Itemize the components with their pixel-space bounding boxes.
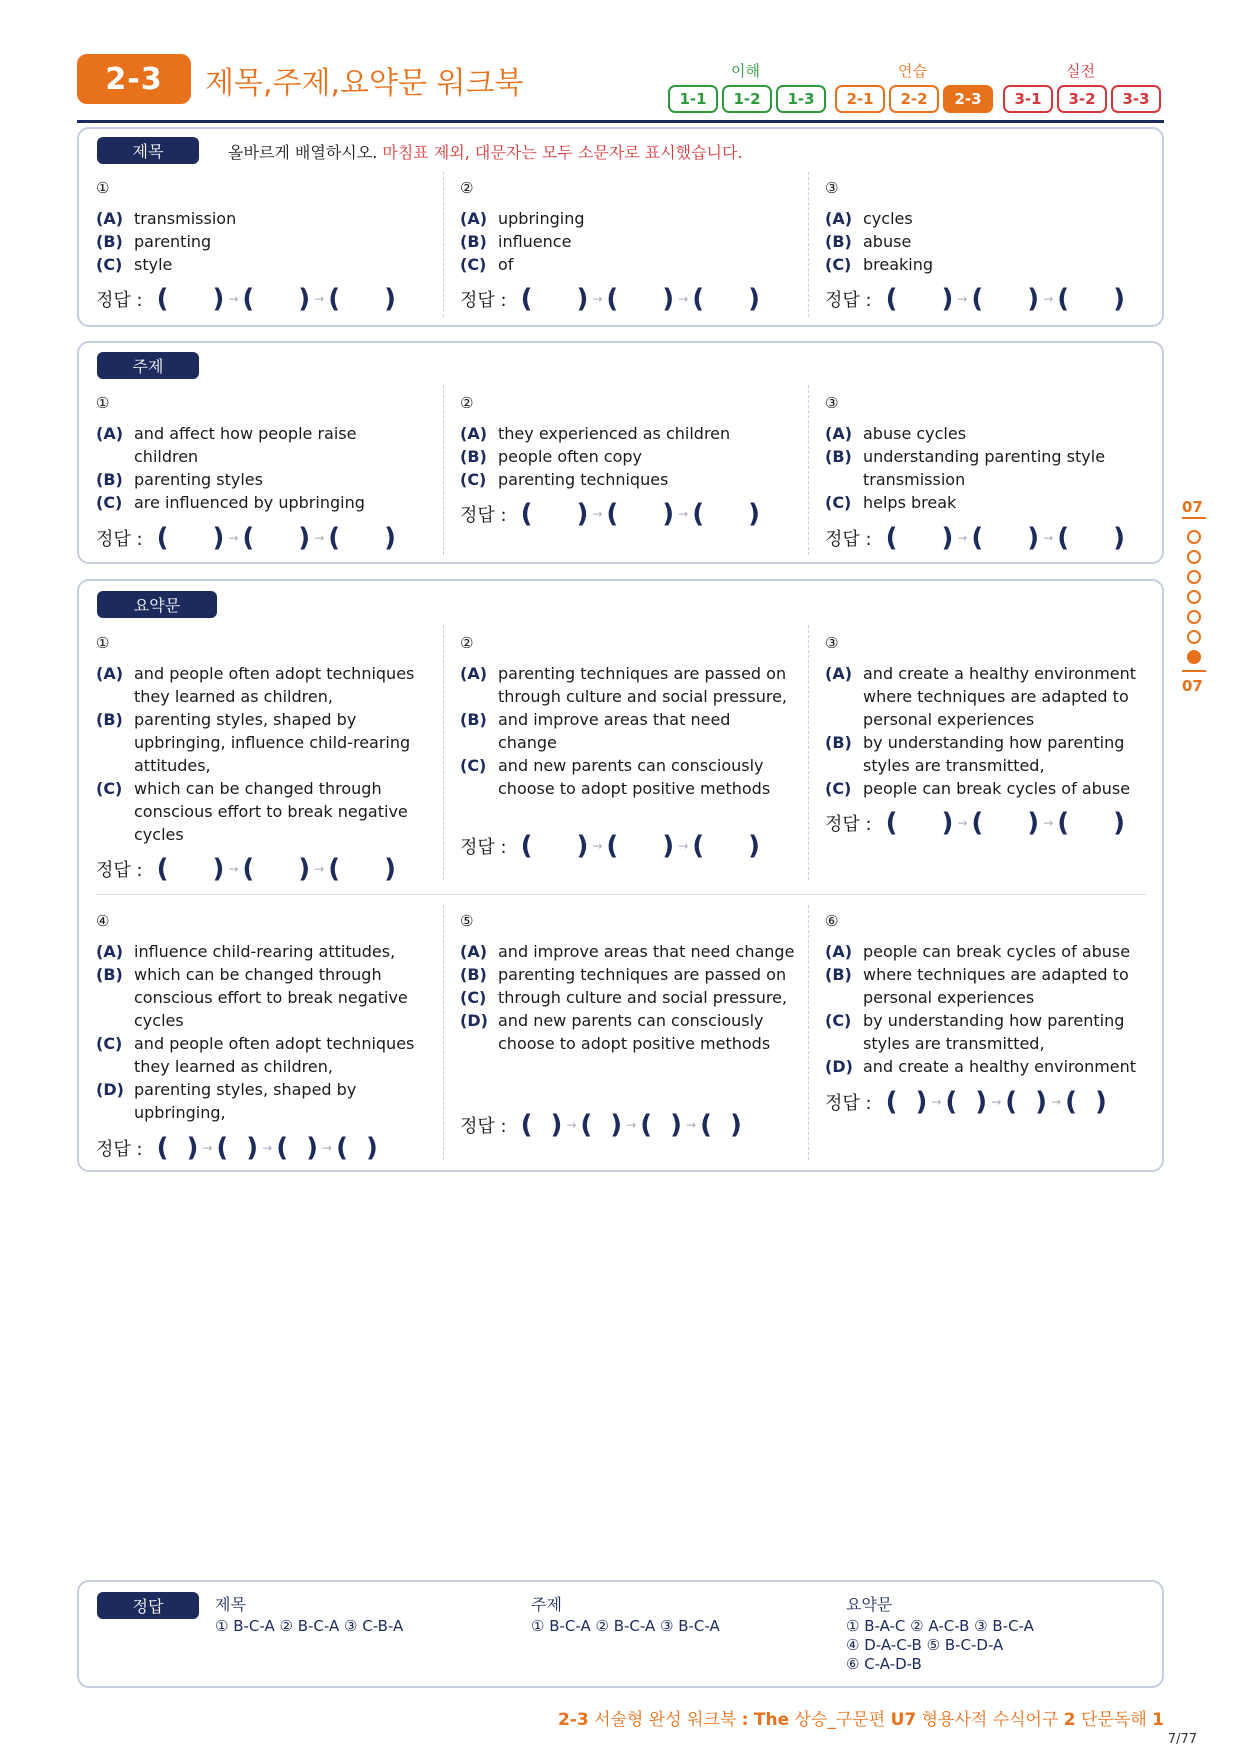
nav-button-1-2[interactable]: 1-2 (722, 85, 772, 113)
open-paren-icon: ( (971, 808, 984, 838)
open-paren-icon: ( (1065, 1087, 1077, 1117)
open-paren-icon: ( (606, 499, 619, 529)
option-key: (C) (460, 988, 487, 1007)
open-paren-icon: ( (640, 1110, 653, 1140)
answer-row[interactable] (825, 525, 1125, 551)
arrow-icon: → (1043, 292, 1054, 306)
nav-button-3-2[interactable]: 3-2 (1057, 85, 1107, 113)
answer-row[interactable] (96, 286, 396, 312)
column-divider (808, 172, 809, 317)
instruction (228, 140, 743, 163)
close-paren-icon: ) (550, 1110, 563, 1140)
open-paren-icon: ( (520, 284, 533, 314)
close-paren-icon: ) (1113, 523, 1126, 553)
open-paren-icon: ( (580, 1110, 593, 1140)
nav-button-2-1[interactable]: 2-1 (835, 85, 885, 113)
footer-brand: The (753, 1710, 790, 1730)
nav-button-1-3[interactable]: 1-3 (776, 85, 826, 113)
option-key: (B) (460, 710, 487, 729)
option-text: and improve areas that need change (498, 710, 731, 752)
option-key: (A) (96, 942, 124, 961)
close-paren-icon: ) (576, 831, 589, 861)
title-item-3 (825, 179, 1165, 276)
answer-row[interactable] (825, 286, 1125, 312)
option-text: parenting techniques (498, 470, 669, 489)
group-label-real: 실전 (1066, 62, 1095, 80)
arrow-icon: → (592, 292, 603, 306)
page-title: 제목,주제,요약문 워크북 (205, 66, 524, 101)
arrow-icon: → (686, 1118, 697, 1132)
open-paren-icon: ( (216, 1133, 229, 1163)
footer-text: 단문독해 (1081, 1710, 1147, 1730)
open-paren-icon: ( (700, 1110, 712, 1140)
option-text: by understanding how parenting styles are transmitted, (863, 1011, 1125, 1053)
option-key: (B) (825, 447, 852, 466)
close-paren-icon: ) (1027, 808, 1040, 838)
arrow-icon: → (228, 531, 239, 545)
option-key: (A) (825, 942, 853, 961)
summary-item-4 (96, 912, 426, 1124)
arrow-icon: → (228, 292, 239, 306)
item-number: ③ (825, 634, 839, 652)
option-text: which can be changed through conscious effort to break negative cycles (134, 965, 408, 1030)
open-paren-icon: ( (328, 854, 341, 884)
item-number: ① (96, 394, 110, 412)
answer-key-summary-line2: ④ D-A-C-B ⑤ B-C-D-A (846, 1636, 1004, 1654)
arrow-icon: → (592, 507, 603, 521)
close-paren-icon: ) (212, 523, 225, 553)
open-paren-icon: ( (242, 854, 255, 884)
group-label-understand: 이해 (731, 62, 760, 80)
option-key: (A) (460, 424, 488, 443)
option-text: and people often adopt techniques they learned as children, (134, 1034, 415, 1076)
answer-row[interactable] (825, 1089, 1107, 1115)
item-number: ② (460, 634, 474, 652)
option-text: influence (498, 232, 572, 251)
option-text: and create a healthy environment (863, 1057, 1137, 1076)
nav-button-3-3[interactable]: 3-3 (1111, 85, 1161, 113)
open-paren-icon: ( (1057, 523, 1070, 553)
open-paren-icon: ( (336, 1133, 348, 1163)
summary-item-3 (825, 634, 1155, 800)
open-paren-icon: ( (1057, 284, 1070, 314)
option-key: (A) (825, 424, 853, 443)
instruction-main: 올바르게 배열하시오. (228, 143, 378, 162)
option-text: of (498, 255, 514, 274)
open-paren-icon: ( (242, 523, 255, 553)
side-dot[interactable] (1187, 570, 1201, 584)
arrow-icon: → (202, 1141, 213, 1155)
answer-label: 정답 : (460, 1116, 507, 1137)
arrow-icon: → (678, 507, 689, 521)
option-text: are influenced by upbringing (134, 493, 365, 512)
side-dot[interactable] (1187, 590, 1201, 604)
option-text: and new parents can consciously choose to adopt positive methods (498, 1011, 771, 1053)
option-key: (B) (96, 710, 123, 729)
summary-tag: 요약문 (97, 591, 217, 618)
close-paren-icon: ) (670, 1110, 683, 1140)
answer-row[interactable] (96, 856, 396, 882)
item-number: ⑥ (825, 912, 839, 930)
answer-label: 정답 : (825, 290, 872, 311)
item-number: ⑤ (460, 912, 474, 930)
option-key: (C) (825, 493, 852, 512)
answer-row[interactable] (460, 1112, 742, 1138)
arrow-icon: → (322, 1141, 333, 1155)
close-paren-icon: ) (662, 831, 675, 861)
close-paren-icon: ) (610, 1110, 623, 1140)
answer-row[interactable] (96, 525, 396, 551)
footer (558, 1705, 1164, 1730)
close-paren-icon: ) (186, 1133, 199, 1163)
summary-item-6 (825, 912, 1155, 1078)
close-paren-icon: ) (975, 1087, 988, 1117)
close-paren-icon: ) (306, 1133, 319, 1163)
answer-label: 정답 : (460, 290, 507, 311)
header-divider (77, 120, 1164, 123)
option-text: understanding parenting style transmission (863, 447, 1106, 489)
option-key: (D) (825, 1057, 853, 1076)
summary-item-1 (96, 634, 426, 846)
answer-row[interactable] (460, 833, 760, 859)
answer-key-topic-line: ① B-C-A ② B-C-A ③ B-C-A (531, 1617, 720, 1635)
column-divider (443, 172, 444, 317)
open-paren-icon: ( (156, 284, 169, 314)
arrow-icon: → (957, 816, 968, 830)
nav-button-2-2[interactable]: 2-2 (889, 85, 939, 113)
option-text: and create a healthy environment where techniques are adapted to personal experiences (863, 664, 1137, 729)
answer-label: 정답 : (460, 837, 507, 858)
arrow-icon: → (566, 1118, 577, 1132)
open-paren-icon: ( (276, 1133, 289, 1163)
summary-item-2 (460, 634, 790, 800)
close-paren-icon: ) (576, 284, 589, 314)
open-paren-icon: ( (606, 284, 619, 314)
option-text: by understanding how parenting styles are transmitted, (863, 733, 1125, 775)
column-divider (443, 625, 444, 880)
open-paren-icon: ( (945, 1087, 958, 1117)
open-paren-icon: ( (692, 831, 705, 861)
close-paren-icon: ) (729, 1110, 742, 1140)
answer-key-topic-head: 주제 (531, 1595, 562, 1614)
option-text: breaking (863, 255, 934, 274)
close-paren-icon: ) (941, 284, 954, 314)
footer-unit: U7 (890, 1710, 917, 1730)
option-text: abuse (863, 232, 912, 251)
option-text: transmission (134, 209, 237, 228)
close-paren-icon: ) (662, 284, 675, 314)
close-paren-icon: ) (298, 523, 311, 553)
close-paren-icon: ) (1027, 523, 1040, 553)
answer-label: 정답 : (825, 529, 872, 550)
summary-item-5 (460, 912, 800, 1055)
open-paren-icon: ( (971, 523, 984, 553)
close-paren-icon: ) (298, 854, 311, 884)
item-number: ③ (825, 179, 839, 197)
nav-button-1-1[interactable]: 1-1 (668, 85, 718, 113)
arrow-icon: → (678, 292, 689, 306)
option-key: (B) (460, 447, 487, 466)
arrow-icon: → (228, 862, 239, 876)
column-divider (443, 905, 444, 1160)
close-paren-icon: ) (246, 1133, 259, 1163)
option-key: (B) (96, 470, 123, 489)
option-key: (A) (96, 664, 124, 683)
footer-number: 1 (1152, 1710, 1164, 1730)
option-text: parenting (134, 232, 212, 251)
close-paren-icon: ) (212, 284, 225, 314)
open-paren-icon: ( (885, 1087, 898, 1117)
arrow-icon: → (931, 1095, 942, 1109)
option-text: people often copy (498, 447, 643, 466)
option-text: through culture and social pressure, (498, 988, 787, 1007)
close-paren-icon: ) (941, 808, 954, 838)
close-paren-icon: ) (915, 1087, 928, 1117)
open-paren-icon: ( (156, 1133, 169, 1163)
open-paren-icon: ( (885, 523, 898, 553)
option-text: parenting styles (134, 470, 263, 489)
arrow-icon: → (1043, 816, 1054, 830)
arrow-icon: → (314, 862, 325, 876)
option-text: which can be changed through conscious effort to break negative cycles (134, 779, 408, 844)
option-text: parenting techniques are passed on through culture and social pressure, (498, 664, 787, 706)
side-dot[interactable] (1187, 550, 1201, 564)
option-key: (A) (96, 424, 124, 443)
arrow-icon: → (626, 1118, 637, 1132)
footer-text: 형용사적 수식어구 (921, 1710, 1059, 1730)
option-key: (A) (460, 942, 488, 961)
row-divider (96, 894, 1146, 895)
topic-tag: 주제 (97, 352, 199, 379)
option-text: parenting styles, shaped by upbringing, influence child-rearing attitudes, (134, 710, 411, 775)
answer-key-title-head: 제목 (215, 1595, 246, 1614)
answer-key-summary-line3: ⑥ C-A-D-B (846, 1655, 922, 1673)
open-paren-icon: ( (885, 808, 898, 838)
answer-label: 정답 : (460, 505, 507, 526)
item-number: ① (96, 179, 110, 197)
option-text: helps break (863, 493, 957, 512)
close-paren-icon: ) (384, 523, 397, 553)
side-divider (1182, 517, 1206, 519)
footer-text: 상승_구문편 (794, 1710, 886, 1730)
open-paren-icon: ( (885, 284, 898, 314)
open-paren-icon: ( (328, 284, 341, 314)
option-text: style (134, 255, 173, 274)
open-paren-icon: ( (971, 284, 984, 314)
open-paren-icon: ( (520, 499, 533, 529)
option-text: upbringing (498, 209, 585, 228)
answer-key-tag: 정답 (97, 1592, 199, 1619)
answer-key-summary-head: 요약문 (846, 1595, 893, 1614)
footer-text: 서술형 완성 워크북 (594, 1710, 737, 1730)
side-dot[interactable] (1187, 630, 1201, 644)
side-divider (1182, 670, 1206, 672)
option-key: (C) (460, 470, 487, 489)
open-paren-icon: ( (1057, 808, 1070, 838)
answer-label: 정답 : (96, 290, 143, 311)
option-text: people can break cycles of abuse (863, 942, 1131, 961)
open-paren-icon: ( (1005, 1087, 1018, 1117)
option-key: (B) (825, 733, 852, 752)
arrow-icon: → (991, 1095, 1002, 1109)
option-key: (B) (96, 965, 123, 984)
close-paren-icon: ) (212, 854, 225, 884)
option-text: and people often adopt techniques they learned as children, (134, 664, 415, 706)
option-text: people can break cycles of abuse (863, 779, 1131, 798)
option-key: (C) (96, 779, 123, 798)
close-paren-icon: ) (1113, 808, 1126, 838)
close-paren-icon: ) (941, 523, 954, 553)
option-text: and affect how people raise children (134, 424, 357, 466)
side-dot[interactable] (1187, 610, 1201, 624)
answer-row[interactable] (96, 1135, 378, 1161)
option-text: abuse cycles (863, 424, 967, 443)
option-key: (A) (825, 664, 853, 683)
title-tag: 제목 (97, 137, 199, 164)
footer-number: 2 (1063, 1710, 1076, 1730)
close-paren-icon: ) (748, 831, 761, 861)
arrow-icon: → (1051, 1095, 1062, 1109)
close-paren-icon: ) (1035, 1087, 1048, 1117)
arrow-icon: → (314, 292, 325, 306)
option-key: (B) (96, 232, 123, 251)
option-text: parenting styles, shaped by upbringing, (134, 1080, 357, 1122)
title-item-1 (96, 179, 436, 276)
item-number: ① (96, 634, 110, 652)
close-paren-icon: ) (384, 284, 397, 314)
option-key: (B) (825, 965, 852, 984)
open-paren-icon: ( (520, 831, 533, 861)
nav-button-3-1[interactable]: 3-1 (1003, 85, 1053, 113)
close-paren-icon: ) (1113, 284, 1126, 314)
option-key: (C) (460, 756, 487, 775)
option-text: and improve areas that need change (498, 942, 795, 961)
item-number: ③ (825, 394, 839, 412)
topic-item-3 (825, 394, 1145, 514)
option-key: (C) (96, 1034, 123, 1053)
close-paren-icon: ) (384, 854, 397, 884)
arrow-icon: → (262, 1141, 273, 1155)
side-page-number: 07 (1182, 498, 1203, 516)
option-key: (B) (460, 965, 487, 984)
open-paren-icon: ( (520, 1110, 533, 1140)
answer-label: 정답 : (96, 860, 143, 881)
close-paren-icon: ) (1094, 1087, 1107, 1117)
open-paren-icon: ( (692, 284, 705, 314)
title-item-2 (460, 179, 800, 276)
close-paren-icon: ) (576, 499, 589, 529)
topic-item-2 (460, 394, 800, 491)
answer-row[interactable] (460, 501, 760, 527)
footer-code: 2-3 (557, 1710, 589, 1730)
option-key: (A) (460, 209, 488, 228)
footer-separator: : (741, 1710, 749, 1730)
open-paren-icon: ( (156, 523, 169, 553)
arrow-icon: → (1043, 531, 1054, 545)
arrow-icon: → (957, 292, 968, 306)
option-key: (B) (825, 232, 852, 251)
item-number: ④ (96, 912, 110, 930)
close-paren-icon: ) (1027, 284, 1040, 314)
option-text: influence child-rearing attitudes, (134, 942, 396, 961)
answer-key-summary-line1: ① B-A-C ② A-C-B ③ B-C-A (846, 1617, 1034, 1635)
option-text: they experienced as children (498, 424, 731, 443)
side-page-number: 07 (1182, 677, 1203, 695)
column-divider (808, 625, 809, 880)
column-divider (808, 905, 809, 1160)
arrow-icon: → (957, 531, 968, 545)
open-paren-icon: ( (156, 854, 169, 884)
option-key: (C) (825, 1011, 852, 1030)
side-dot-active[interactable] (1187, 650, 1201, 664)
option-key: (C) (460, 255, 487, 274)
answer-label: 정답 : (825, 814, 872, 835)
topic-item-1 (96, 394, 381, 514)
group-label-practice: 연습 (898, 62, 927, 80)
close-paren-icon: ) (748, 499, 761, 529)
option-key: (C) (96, 255, 123, 274)
column-divider (443, 385, 444, 555)
option-text: where techniques are adapted to personal experiences (863, 965, 1129, 1007)
nav-button-2-3[interactable]: 2-3 (943, 85, 993, 113)
answer-row[interactable] (460, 286, 760, 312)
option-key: (B) (460, 232, 487, 251)
close-paren-icon: ) (298, 284, 311, 314)
section-badge: 2-3 (77, 54, 191, 104)
option-text: parenting techniques are passed on (498, 965, 787, 984)
option-text: cycles (863, 209, 913, 228)
option-key: (C) (825, 779, 852, 798)
option-key: (D) (460, 1011, 488, 1030)
answer-label: 정답 : (96, 1139, 143, 1160)
answer-label: 정답 : (825, 1093, 872, 1114)
instruction-note: 마침표 제외, 대문자는 모두 소문자로 표시했습니다. (382, 143, 743, 162)
option-key: (D) (96, 1080, 124, 1099)
option-key: (A) (825, 209, 853, 228)
item-number: ② (460, 179, 474, 197)
arrow-icon: → (592, 839, 603, 853)
close-paren-icon: ) (662, 499, 675, 529)
open-paren-icon: ( (606, 831, 619, 861)
column-divider (808, 385, 809, 555)
answer-key-title-line: ① B-C-A ② B-C-A ③ C-B-A (215, 1617, 404, 1635)
item-number: ② (460, 394, 474, 412)
close-paren-icon: ) (365, 1133, 378, 1163)
option-text: and new parents can consciously choose to adopt positive methods (498, 756, 771, 798)
arrow-icon: → (314, 531, 325, 545)
open-paren-icon: ( (692, 499, 705, 529)
open-paren-icon: ( (328, 523, 341, 553)
arrow-icon: → (678, 839, 689, 853)
answer-row[interactable] (825, 810, 1125, 836)
open-paren-icon: ( (242, 284, 255, 314)
close-paren-icon: ) (748, 284, 761, 314)
option-key: (A) (460, 664, 488, 683)
page-number: 7/77 (1167, 1732, 1197, 1747)
answer-label: 정답 : (96, 529, 143, 550)
option-key: (C) (96, 493, 123, 512)
option-key: (A) (96, 209, 124, 228)
side-dot[interactable] (1187, 530, 1201, 544)
option-key: (C) (825, 255, 852, 274)
